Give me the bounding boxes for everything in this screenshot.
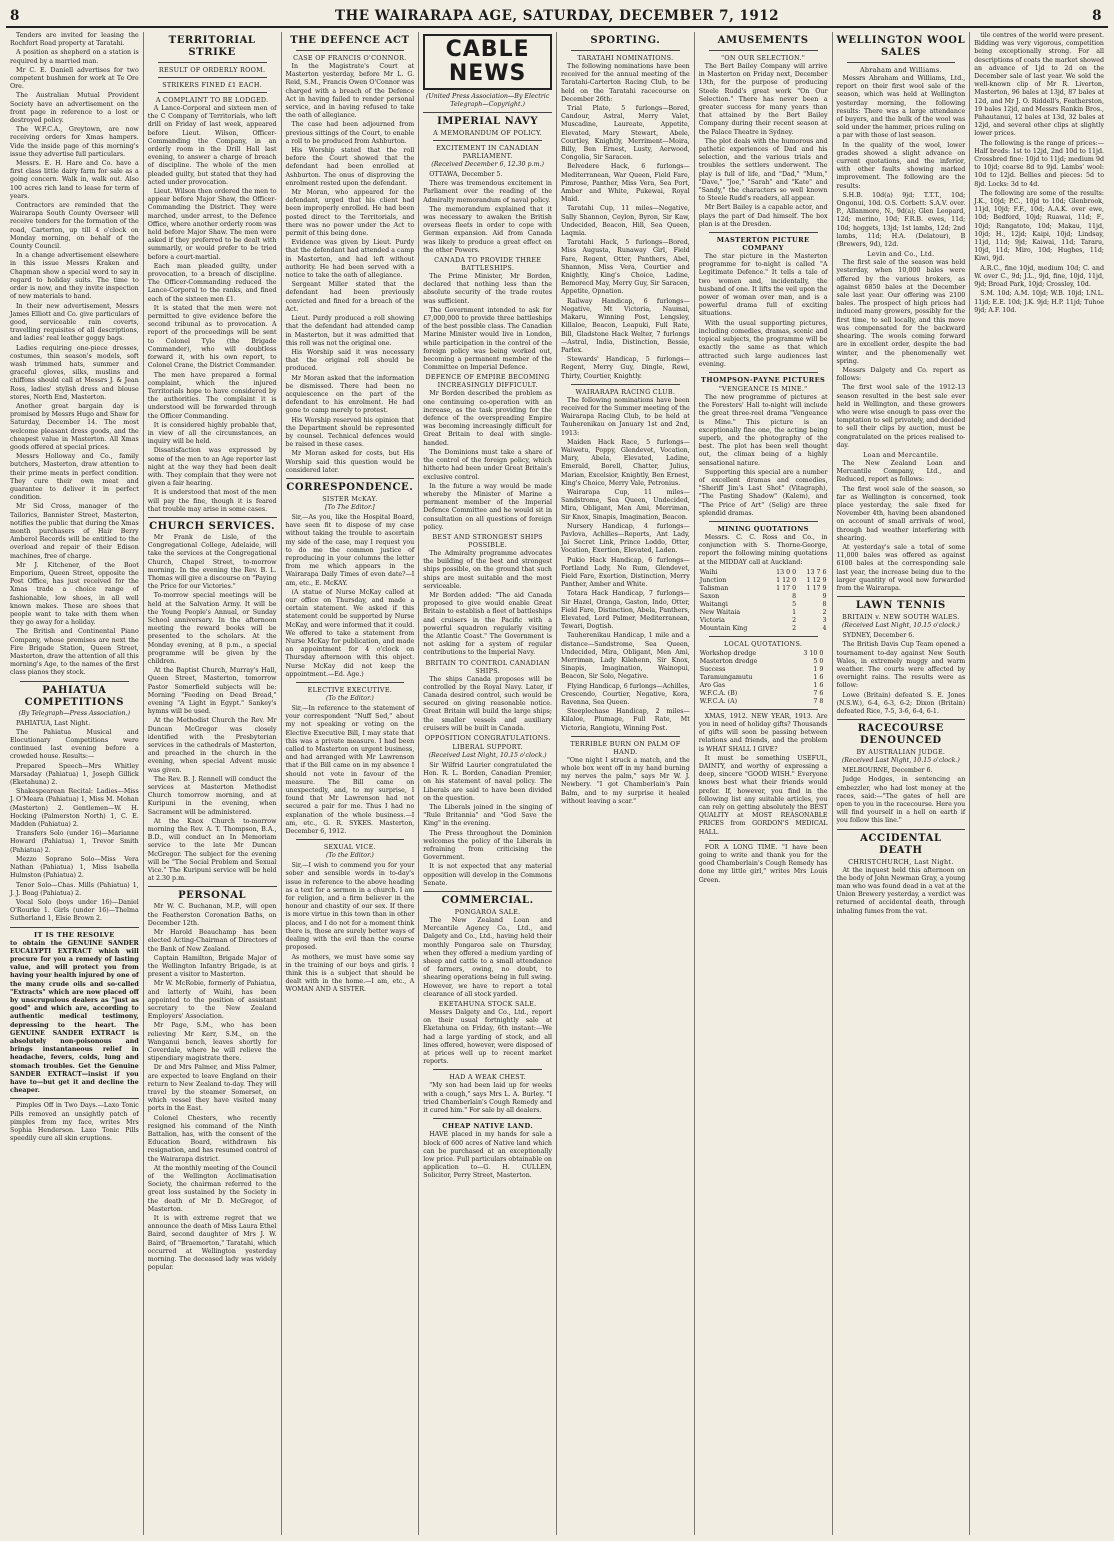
divider bbox=[158, 77, 267, 78]
paragraph: The Rev. B. J. Rennell will conduct the services at Masterton Methodist Church tomorrow morning, and at Kuripuni in the evening, when Sacrament will be administered. bbox=[147, 775, 277, 816]
paragraph: Messrs Holloway and Co., family butchers, Masterton, draw attention to their prime meats in perfect condition. They cure their own meat and guarantee to deliver it in perfect condition. bbox=[10, 453, 139, 502]
paragraph: Lowe (Britain) defeated S. E. Jones (N.S.W.), 6-4, 6-3, 6-2; Dixon (Britain) defeated Rice, 7-5, 3-6, 6-4, 6-1. bbox=[836, 691, 966, 716]
press-credit: (United Press Association—By Electric Telegraph—Copyright.) bbox=[425, 93, 550, 108]
paragraph: Mr Frank de Lisle, of the Congregational College, Adelaide, will take the services at the Congregational Church, Chapel Street, to-morrow morning. In the evening the Rev. B. L. Thomas will give a discourse on "Paying the Price for our Victories." bbox=[147, 533, 277, 591]
paragraph: Mr C. E. Daniell advertises for two competent bushmen for work at Te Ore Ore. bbox=[10, 66, 139, 91]
table-row bbox=[699, 666, 828, 674]
paragraph: The ships Canada proposes will be controlled by the Royal Navy. Later, if Canada desired control, such would be secured on giving reasonable notice. Great Britain will build the large ships; the smaller vessels and auxiliary cruisers will be built in Canada. bbox=[423, 675, 552, 732]
paragraph: Dr and Mrs Palmer, and Miss Palmer, are expected to leave England on their return to New Zealand to-day. They will travel by the steamer Somerset, on which vessel they have visited many ports in the East. bbox=[147, 1064, 277, 1113]
paragraph: Mr Moran asked for costs, but His Worship said this question would be considered later. bbox=[285, 450, 415, 474]
table-cell: Masterton dredge bbox=[699, 657, 758, 665]
table-cell: 3 bbox=[822, 616, 827, 624]
paragraph: Maiden Hack Race, 5 furlongs—Waiwetu, Poppy, Glendevet, Vocation, Mary, Abela, Elevated, Ladine, Emerald, Borell, Chatter, Julius, Marian, Excelsior, Knightly, Ben Ernest, King's Choice, Merry Vale, Petronius. bbox=[561, 438, 690, 487]
press-credit: (By Telegraph—Press Association.) bbox=[18, 709, 131, 717]
table-row bbox=[699, 569, 828, 577]
column-8 bbox=[970, 32, 1108, 1535]
table-row bbox=[699, 601, 828, 609]
table-row bbox=[699, 682, 828, 690]
table-cell: 2 bbox=[792, 624, 797, 632]
divider bbox=[433, 140, 542, 141]
paragraph: In their new advertisement, Messrs James Elliott and Co. give particulars of good, serviceable rain coverts, travelling requisites of all descriptions, and ladies' real leather goggy bags. bbox=[10, 302, 139, 343]
table-row bbox=[699, 698, 828, 706]
paragraph: The Bert Bailey Company will arrive in Masterton on Friday next, December 13th, for the purpose of producing Steele Rudd's great work "On Our Selection." There has never been a greater success for many years than that attained by the Bert Bailey Company during their recent season at the Palace Theatre in Sydney. bbox=[698, 63, 828, 136]
paragraph: (A statue of Nurse McKay called at our office on Thursday, and made a certain statement. We asked if this statement could be supported by Nurse McKay, and were informed that it could. We offered to take a statement from Nurse McKay for publication, and made an appointment for 4 o'clock on Thursday afternoon with this object. Nurse McKay did not keep the appointment.—Ed. Age.) bbox=[285, 588, 415, 678]
paragraph: The Press throughout the Dominion welcomes the policy of the Liberals in refraining from criticising the Government. bbox=[423, 829, 552, 862]
subheading: (To the Editor.) bbox=[325, 695, 374, 703]
page-number-right: 8 bbox=[1092, 8, 1102, 24]
headline-accidental-death: ACCIDENTAL DEATH bbox=[860, 832, 942, 856]
table-cell: 1 9 bbox=[813, 665, 824, 673]
subheading: ELECTIVE EXECUTIVE. bbox=[307, 686, 393, 695]
paragraph: At the inquest held this afternoon on the body of John Newman Gray, a young man who was found dead in a vat at the Union Brewery yesterday, a verdict was returned of accidental death, through inhaling fumes from the vat. bbox=[836, 866, 966, 915]
newspaper-page bbox=[6, 32, 1108, 1535]
paragraph: Belvedere Hack, 6 furlongs—Mediterranean, War Queen, Field Fare, Pimrose, Panther, Miss Vera, Sea Port, Amber and White, Pukewai, Royal Maid. bbox=[561, 163, 690, 204]
divider bbox=[709, 521, 818, 522]
divider bbox=[571, 384, 680, 385]
paragraph: Transfers Solo (under 16)—Marianne Howard (Pahiatua) 1, Trevor Smith (Pahiatua) 2. bbox=[10, 830, 139, 854]
subheading: (Received Last Night, 10.15 o'clock.) bbox=[428, 751, 547, 759]
divider bbox=[709, 50, 818, 51]
subheading: BRITAIN TO CONTROL CANADIAN SHIPS. bbox=[425, 658, 550, 675]
paragraph: The Pahiatua Musical and Elocutionary Competitions were continued last evening before a crowded house. Results:— bbox=[10, 728, 139, 761]
divider bbox=[296, 682, 405, 683]
page-number-left: 8 bbox=[10, 8, 20, 24]
paragraph: Pukio Hack Handicap, 6 furlongs—Portland Lady, No Rum, Glendevet, Field Fare, Exertion, Distinction, Merry Panther, Amber and White. bbox=[561, 556, 690, 589]
paragraph: Mr W. C. Buchanan, M.P., will open the Featherston Coronation Baths, on December 12th. bbox=[147, 903, 277, 927]
paragraph: Messrs Dalgety and Co. report as follows: bbox=[836, 366, 966, 383]
subheading: Loan and Mercantile. bbox=[863, 450, 939, 459]
paragraph: At the monthly meeting of the Council of the Wellington Acclimatisation Society, the chairman referred to the great loss sustained by the Society in the death of Mr D. McGregor, of Masterton. bbox=[147, 1164, 277, 1213]
divider bbox=[423, 112, 552, 113]
subheading: Abraham and Williams. bbox=[860, 66, 942, 74]
paragraph: Sergeant Miller stated that the defendant had been previously convicted and fined for a breach of the Act. bbox=[285, 281, 415, 313]
headline-correspondence: CORRESPONDENCE. bbox=[286, 481, 414, 493]
paragraph: PAHIATUA, Last Night. bbox=[16, 719, 91, 727]
table-cell: 8 bbox=[792, 592, 797, 600]
paragraph: Totara Hack Handicap, 7 furlongs—Sir Hazel, Oranga, Gaston, Indo, Otter, Field Fare, Distinction, Abela, Panthers, Elevated, Lord Palmer, Mediterranean, Tewari, Dogtish. bbox=[561, 590, 690, 631]
paragraph: The star picture in the Masterton programme for to-night is called "A Legitimate Defence." It tells a tale of two women and, incidentally, the husband of one. It lifts the veil upon the power of woman over man, and is a powerful drama full of exciting situations. bbox=[698, 253, 828, 318]
subheading: EKETAHUNA STOCK SALE. bbox=[438, 1000, 537, 1009]
paragraph: Trial Plate, 5 furlongs—Bored, Candour, Astral, Merry Valet, Muscadine, Laureate, Appetite, Elevated, Mary Stewart, Abele, Courtley, Knightly, Merriment—Moira, Billy, Ben Ernest, Lusty, Aerwood, Congolia, Sir Saracen. bbox=[561, 105, 690, 162]
subheading: RESULT OF ORDERLY ROOM. bbox=[158, 66, 266, 74]
table-cell: 1 17 0 bbox=[776, 584, 797, 592]
paragraph: In the future a way would be made whereby the Minister of Marine a permanent member of the Imperial Defence Committee and he would sit in consultation on all questions of foreign policy. bbox=[423, 482, 552, 531]
divider bbox=[148, 886, 277, 887]
subheading: OPPOSITION CONGRATULATIONS. bbox=[424, 733, 551, 742]
headline-lawn-tennis: LAWN TENNIS bbox=[855, 600, 946, 612]
paragraph: The Government intended to ask for £7,000,000 to provide three battleships of the best possible class. The Canadian Marine Minister would live in London, while participation in the control of the foreign policy was being worked out, becoming a permanent member of the Committee on Imperial Defence. bbox=[423, 306, 552, 372]
newspaper-title: THE WAIRARAPA AGE, SATURDAY, DECEMBER 7, 1912 bbox=[334, 8, 780, 24]
divider bbox=[20, 681, 129, 682]
table-cell: Saxon bbox=[699, 592, 720, 600]
subheading: EXCITEMENT IN CANADIAN PARLIAMENT. bbox=[436, 144, 540, 160]
paragraph: Mr Moran, who appeared for the defendant, urged that his client had been improperly enrolled. He had been posted direct to the Territorials, and there was no power under the Act to permit of this being done. bbox=[285, 189, 415, 238]
subheading: CHRISTCHURCH, Last Night. bbox=[848, 857, 954, 866]
divider bbox=[837, 719, 966, 720]
subheading: BEST AND STRONGEST SHIPS POSSIBLE. bbox=[432, 532, 543, 549]
headline-sporting: SPORTING. bbox=[590, 35, 661, 46]
paragraph: Colonel Chesters, who recently resigned his command of the Ninth Battalion, has, with the consent of the Education Board, withdrawn his resignation, and has resumed control of the Wairarapa district. bbox=[147, 1114, 277, 1163]
paragraph: At the Methodist Church the Rev. Mr Duncan McGregor was closely identified with the Presbyterian services in the cathedrals of Masterton, and preached in the church in the evening, when special Advent music was given. bbox=[147, 717, 277, 774]
paragraph: The W.F.C.A., Greytown, are now receiving orders for Xmas hampers. Vide the inside page of this morning's issue they advertise full particulars. bbox=[10, 126, 139, 158]
table-cell: Success bbox=[699, 665, 726, 673]
paragraph: To-morrow special meetings will be held at the Salvation Army. It will be the Young People's Annual, or Sunday School anniversary. In the afternoon meeting the reward books will be presented to the scholars. At the Monday evening, at 8 p.m., a special programme will be given by the children. bbox=[147, 592, 277, 665]
paragraph: Steeplechase Handicap, 2 miles—Kilaloe, Plumage, Full Rate, Mt Victoria, Rangiotu, Winning Post. bbox=[561, 708, 690, 732]
paragraph: Lieut. Wilson then ordered the men to appear before Major Shaw, the Officer-Commanding the District. They were marched, under arrest, to the Defence Office, where another orderly room was held before Major Shaw. The men were asked if they preferred to be dealt with summarily, or would prefer to be tried before a court-martial. bbox=[147, 188, 277, 261]
subheading: DEFENCE OF EMPIRE BECOMING INCREASINGLY DIFFICULT. bbox=[425, 373, 550, 390]
headline-racecourse: RACECOURSE DENOUNCED bbox=[857, 723, 944, 747]
table-cell: W.F.C.A. (B) bbox=[699, 689, 738, 697]
paragraph: Taratahi Hack, 5 furlongs—Bored, Miss Augusta, Runaway Girl, Field Fare, Regent, Otter, Panthers, Abel, Shannon, Miss Vera, Courtier and Knightly, King's Choice, Ladine, Bemorecd May, Merry Guy, Sir Saracen, Appetite, Opnation. bbox=[561, 239, 690, 296]
paragraph: Vocal Solo (boys under 16)—Daniel O'Rourke 1. Girls (under 16)—Thelma Sutherland 1, Elsie Brown 2. bbox=[10, 898, 139, 923]
column-5 bbox=[557, 32, 695, 1535]
paragraph: The men have prepared a formal complaint, which the injured Territorials hope to have considered by the authorities. The complaint it is understood will be forwarded through the Officer Commanding. bbox=[147, 371, 277, 420]
divider bbox=[847, 62, 956, 63]
paragraph: The case had been adjourned from previous sittings of the Court, to enable a roll to be produced from Ashburton. bbox=[285, 121, 415, 145]
divider bbox=[10, 1098, 139, 1099]
table-cell: Aro Gas bbox=[699, 681, 726, 689]
subheading: (Received December 6, 12.30 p.m.) bbox=[431, 161, 545, 168]
table-cell: 13 7 6 bbox=[806, 568, 827, 576]
paragraph: The New Zealand Loan and Mercantile Company, Ltd., and Reduced, report as follows: bbox=[836, 459, 966, 484]
table-row bbox=[699, 617, 828, 625]
table-row bbox=[699, 585, 828, 593]
masthead bbox=[6, 6, 1108, 28]
paragraph: "My son had been laid up for weeks with a cough," says Mrs L. A. Burley. "I tried Chamberlain's Cough Remedy and it cured him." For sale by all dealers. bbox=[423, 1082, 552, 1115]
table-cell: 9 bbox=[822, 592, 827, 600]
paragraph: Lieut. Purdy produced a roll showing that the defendant had attended camp in Masterton, but it was admitted that this roll was not the original one. bbox=[285, 315, 415, 347]
table-cell bbox=[824, 650, 827, 658]
headline-pahiatua: PAHIATUA COMPETITIONS bbox=[24, 684, 125, 708]
paragraph: Tenders are invited for leasing the Rochfort Road property at Taratahi. bbox=[10, 32, 139, 48]
subheading: [To The Editor.] bbox=[325, 503, 375, 511]
subheading: CASE OF FRANCIS O'CONNOR. bbox=[293, 54, 407, 62]
advert: XMAS, 1912. NEW YEAR, 1913. Are you in need of holiday gifts? Thousands of gifts will soon be passing between relations and friends, and the problem is WHAT SHALL I GIVE? bbox=[698, 712, 828, 753]
table-cell: Waitangi bbox=[699, 600, 728, 608]
column-4 bbox=[419, 32, 557, 1535]
paragraph: At the Knox Church to-morrow morning the Rev. A. T. Thompson, B.A., B.D., will conduct an In Memoriam service to the late Mr Duncan McGregor. The subject for the evening will be "The Social Problem and Sexual Vice." The Kuripuni service will be held at 2.30 p.m. bbox=[147, 817, 277, 883]
paragraph: Sir,—I wish to commend you for your sober and sensible words in to-day's issue in reference to the above heading as a text for a sermon in a church. I am for religion, and a firm believer in the honour and chastity of our sex. If there is more virtue in this town than in other places, and I do not for a moment think there is, those are surely better ways of dealing with the evil than the course proposed. bbox=[285, 862, 415, 952]
paragraph: Contractors are reminded that the Wairarapa South County Overseer will receive tenders for the formation of the road, Carterton, up till 4 o'clock on Monday morning, on behalf of the County Council. bbox=[10, 202, 139, 251]
paragraph: Mr Bert Bailey is a capable actor, and plays the part of Dad himself. The box plan is at the Dresden. bbox=[698, 204, 828, 228]
paragraph: Mr W. McRobie, formerly of Pahiatua, and latterly of Waihi, has been appointed to the position of assistant secretary to the New Zealand Employers' Association. bbox=[147, 980, 277, 1021]
local-quotations-table bbox=[699, 650, 828, 706]
table-cell bbox=[824, 698, 827, 706]
table-cell: 5 bbox=[792, 600, 797, 608]
divider bbox=[837, 829, 966, 830]
mining-quotations-table bbox=[699, 569, 828, 633]
advert-body: to obtain the GENUINE SANDER EUCALYPTI EXTRACT which will procure for you a remedy of lasting value, and will protect you from having your health injured by one of the many crude oils and so-called "Extracts" which are now placed off by unscrupulous dealers as "just as good" and which are, according to authentic medical testimony, depressing to the heart. The GENUINE SANDER EXTRACT is absolutely non-poisonous and brings instantaneous relief in headache, fevers, colds, lung and stomach troubles. Get the Genuine SANDER EXTRACT—insist if you have to—but get it and decline the cheaper. bbox=[10, 939, 139, 1095]
paragraph: Mr J. Kitchener, of the Boot Emporium, Queen Street, opposite the Post Office, has just received for the Xmas trade a choice range of fashionable, low shoes, in all well known makes. These are shoes that people want to take with them when they go away for a holiday. bbox=[10, 561, 139, 627]
paragraph: The plot deals with the humorous and pathetic experiences of Dad and his selection, and the various trials and troubles the settlers underwent. The play is full of life, and "Dad," "Mum," "Dave," "Joe," "Sarah" and "Kate" and "Sandy," the characters so well known to Steele Rudd's readers, all appear. bbox=[698, 137, 828, 203]
subheading: TERRIBLE BURN ON PALM OF HAND. bbox=[570, 739, 681, 756]
paragraph: Each man pleaded guilty, under provocation, to a breach of discipline. The Officer-Commanding reduced the Lance-Corporal to the ranks, and fined each of the sixteen men £1. bbox=[147, 262, 277, 303]
subheading: (Received Last Night, 10.15 o'clock.) bbox=[841, 622, 960, 630]
divider bbox=[286, 478, 415, 479]
table-cell: 2 bbox=[822, 608, 827, 616]
table-cell bbox=[824, 682, 827, 690]
paragraph: Tenor Solo—Chas. Mills (Pahiatua) 1, J. J. Boag (Pahiatua) 2. bbox=[10, 881, 139, 897]
divider bbox=[433, 1069, 542, 1070]
paragraph: FOR A LONG TIME. "I have been going to write and thank you for the good Chamberlain's Cough Remedy has done my little girl," writes Mrs Louis Green. bbox=[698, 843, 828, 884]
paragraph: With the usual supporting pictures, including comedies, dramas, scenic and topical subjects, the programme will be exactly the same as that which attracted such large audiences last evening. bbox=[698, 319, 828, 368]
paragraph: Wairarapa Cup, 11 miles—Sandstrome, Sea Queen, Undecided, Mira, Obligant, Men Ami, Merriman, Sir Knox, Sinapis, Imagination, Beacon. bbox=[561, 488, 690, 521]
table-cell bbox=[824, 690, 827, 698]
paragraph: It is not expected that any material opposition will develop in the Commons Senate. bbox=[423, 863, 552, 887]
subheading: THOMPSON-PAYNE PICTURES bbox=[701, 375, 826, 384]
headline-church-services: CHURCH SERVICES. bbox=[149, 520, 276, 532]
paragraph: As mothers, we must have some say in the training of our boys and girls. I think this is a subject that should be dealt with in the home.—I am, etc., A WOMAN AND A SISTER. bbox=[285, 953, 415, 994]
advert: It must be something USEFUL, DAINTY, and worthy of expressing a deep, sincere "GOOD WISH." Everyone knows best what their friends would prefer. If, however, you find in the following list any suitable articles, you can rely on getting absolutely the BEST QUALITY at MOST REASONABLE PRICES from GORDON'S MEDICAL HALL. bbox=[698, 754, 828, 836]
table-cell: 4 bbox=[822, 624, 827, 632]
paragraph: The British and Continental Piano Company, whose premises are next the Fire Brigade Station, Queen Street, Masterton, draw the attention of all this morning's Age, to the names of the first class pianos they stock. bbox=[10, 628, 139, 677]
subheading: TARATAHI NOMINATIONS. bbox=[577, 54, 674, 62]
divider bbox=[10, 927, 139, 928]
paragraph: The New Zealand Loan and Mercantile Agency Co., Ltd., and Dalgety and Co., Ltd., having held their monthly Pongaroa sale on Thursday, when they offered a medium yarding of sheep and cattle to a small attendance of farmers, owing, no doubt, to shearing operations being in full swing. However, we have to report a total clearance of all stock yarded. bbox=[423, 917, 552, 998]
paragraph: Sir Wilfrid Laurier congratulated the Hon. R. L. Borden, Canadian Premier, on his statement of naval policy. The Liberals are said to have been divided on the question. bbox=[423, 761, 552, 802]
paragraph: Mr Page, S.M., who has been relieving Mr Kerr, S.M., on the Wanganui bench, leaves shortly for Coverdale, where he will relieve the stipendiary magistrate there. bbox=[147, 1022, 277, 1063]
paragraph: Messrs. C. C. Ross and Co., in conjunction with S. Thorne-George, report the following mining quotations at the MIDDAY call at Auckland: bbox=[698, 533, 828, 566]
paragraph: Dissatisfaction was expressed by some of the men to an Age reporter last night at the way they had been dealt with. They complain that they were not given a fair hearing. bbox=[147, 447, 277, 488]
paragraph: Taratahi Cup, 11 miles—Negative, Sally Shannon, Ceylon, Byron, Sir Kaw, Undecided, Beacon, Hill, Sea Queen, Laqmia. bbox=[561, 205, 690, 238]
table-cell: 2 bbox=[792, 616, 797, 624]
paragraph: The following is the range of prices:—Half breds: 1st to 12jd, 2nd 10d to 11jd. Crossbred fine: 10jd to 11jd; medium 9d to 10jd; coarse 8d to 9jd. Lambs' wool: 10d to 12jd. Bellies and pieces: 5d to 8jd. Locks: 3d to 4d. bbox=[974, 139, 1104, 188]
paragraph: In the quality of the wool, lower grades showed a slight advance on current quotations, and the inferior, with other faults showing marked improvement. The following are the results: bbox=[836, 141, 966, 190]
paragraph: At yesterday's sale a total of some 11,000 bales was offered as against 6100 bales at the corresponding sale last year, the increase being due to the larger quantity of wool now forwarded from the Wairarapa. bbox=[836, 543, 966, 592]
paragraph: S.H.B. 10d(a) 9jd; T.T.T., 10d; Ongonui, 10d. O.S. Corbett: S.A.V. over. P., Allanmore, N., 9d(a); Glen Leopard, 12d; merino, 10d; F.R.B. ewes, 11d; 10d; hoggets, 13jd; 1st lambs, 12d; 2nd lambs, 11d; H.A. (Delatour), B (Brewers, 9d), 12d. bbox=[836, 191, 966, 249]
paragraph: The Liberals joined in the singing of "Rule Britannia" and "God Save the King" in the evening. bbox=[423, 804, 552, 828]
paragraph: Pimples Off in Two Days.—Laxo Tonic Pills removed an unsightly patch of pimples from my face, writes Mrs Sophia Henderson. Laxo Tonic Pills speedily cure all skin eruptions. bbox=[10, 1102, 139, 1143]
table-cell: 5 0 bbox=[813, 657, 824, 665]
paragraph: The following are some of the results: J.K., 10jd; P.C., 10jd to 10d; Glenbrook, 11jd, 10jd; F.F., 10d; A.A.K. over ewe, 10d; Bedford, 10jd; Ruawai, 11d; F., 10jd; Rangatoto, 10d; Makau, 11jd, 10jd; H., 12jd; Kaipi, 10jd; Lindsay, 11jd, 11d; 9jd; Kaiwai, 11d; Tararu, 10jd, 11d; Miro, 10d; Hughes, 11d; Kiwi, 9jd. bbox=[974, 189, 1104, 263]
paragraph: Evidence was given by Lieut. Purdy that the defendant had attended a camp in Masterton, and had left without authority. He had been served with a notice to take the oath of allegiance. bbox=[285, 239, 415, 280]
divider bbox=[158, 92, 267, 93]
paragraph: Railway Handicap, 6 furlongs—Negative, Mt Victoria, Naumai, Makaru, Winning Post, Lengsley, Killaloe, Beacon, Leapuki, Full Rate, Bill, Gladstone Hack Welter, 7 furlongs—Astral, India, Distinction, Bessie, Parlex. bbox=[561, 297, 690, 354]
divider bbox=[709, 372, 818, 373]
column-7 bbox=[833, 32, 971, 1535]
subheading: CHEAP NATIVE LAND. bbox=[442, 1122, 534, 1131]
cable-news-title: CABLE NEWS bbox=[445, 37, 530, 86]
table-cell: 1 17 9 bbox=[806, 584, 827, 592]
divider bbox=[837, 596, 966, 597]
subheading: STRIKERS FINED £1 EACH. bbox=[162, 81, 263, 89]
column-2 bbox=[144, 32, 282, 1535]
paragraph: The Admiralty programme advocates the building of the best and strongest ships possible, on the ground that such ships are most suitable and the most serviceable. bbox=[423, 549, 552, 590]
table-cell: Mountain King bbox=[699, 624, 748, 632]
paragraph: Mezzo Soprano Solo—Miss Vera Nathan (Pahiatua) 1, Miss Isabella Hulmston (Pahiatua) 2. bbox=[10, 855, 139, 880]
divider bbox=[148, 517, 277, 518]
subheading: BRITAIN v. NEW SOUTH WALES. bbox=[842, 613, 960, 622]
table-cell: 13 0 0 bbox=[776, 568, 797, 576]
subheading: SISTER McKAY. bbox=[322, 494, 378, 503]
paragraph: Captain Hamilton, Brigade Major of the Wellington Infantry Brigade, is at present a visitor to Masterton. bbox=[147, 954, 277, 979]
divider bbox=[709, 709, 818, 710]
subheading: MASTERTON PICTURE COMPANY bbox=[716, 236, 810, 253]
paragraph: Mr Harold Beauchamp has been elected Acting-Chairman of Directors of the Bank of New Zealand. bbox=[147, 929, 277, 953]
paragraph: It is with extreme regret that we announce the death of Miss Laura Ethel Baird, second daughter of Mrs J. W. Baird, of "Braemorton," Taratahi, which occurred at Wellington yesterday morning. The deceased lady was widely popular. bbox=[147, 1215, 277, 1272]
table-cell: 7 8 bbox=[813, 697, 824, 705]
table-cell bbox=[824, 666, 827, 674]
table-cell: 8 bbox=[822, 600, 827, 608]
headline-imperial-navy: IMPERIAL NAVY bbox=[437, 116, 539, 127]
paragraph: Supporting this special are a number of excellent dramas and comedies, "Sheriff Jim's Last Shot" (Vitagraph), "The Pasting Shadow" (Kalem), and "The Price of Art" (Selig) are three splendid dramas. bbox=[698, 468, 828, 517]
paragraph: S.M. 10d; A.M. 10jd; W.B. 10jd; I.N.L. 11jd; E.E. 10d; J.K. 9jd; H.P. 11jd; Tuhoe 9jd; A.F. 10d. bbox=[974, 290, 1104, 314]
dateline: OTTAWA, December 5. bbox=[429, 171, 503, 178]
paragraph: Messrs Dalgety and Co., Ltd., report on their usual fortnightly sale at Eketahuna on Friday, 6th instant:—We had a large yarding of stock, and all lines offered, however, were disposed of at prices well up to recent market reports. bbox=[423, 1009, 552, 1066]
divider bbox=[709, 232, 818, 233]
paragraph: It is considered highly probable that, in view of all the circumstances, an inquiry will be held. bbox=[147, 421, 277, 446]
paragraph: Ladies requiring one-piece dresses, costumes, thin season's models, soft wash trimmed hats, summer and graceful gloves, silks, muslins and chiffons should call at Messrs J. & Jean Ross, ladies' stylish dress and blouse stores, North End, Masterton. bbox=[10, 344, 139, 401]
divider bbox=[571, 736, 680, 737]
paragraph: Flying Handicap, 6 furlongs—Achilles, Crescendo, Courtier, Negative, Kora, Ravenna, Sea Queen. bbox=[561, 682, 690, 707]
table-cell: 1 6 bbox=[813, 681, 824, 689]
paragraph: Prepared Speech—Mrs Whitley Marsaday (Pahiatua) 1, Joseph Gillick (Eketahuna) 2. bbox=[10, 762, 139, 787]
subheading: (To the Editor.) bbox=[325, 852, 374, 860]
table-cell bbox=[824, 674, 827, 682]
table-cell: Victoria bbox=[699, 616, 725, 624]
table-cell: 7 6 bbox=[813, 689, 824, 697]
table-cell: Junction bbox=[699, 576, 727, 584]
paragraph: Judge Hodges, in sentencing an embezzler, who had lost money at the races, said:—"The gates of hell are open to you in the racecourse. Here you will find yourself in a hell on earth if you follow this line." bbox=[836, 776, 966, 825]
divider bbox=[423, 891, 552, 892]
headline-amusements: AMUSEMENTS bbox=[717, 35, 809, 46]
subheading: A COMPLAINT TO BE LODGED. bbox=[155, 96, 269, 104]
paragraph: The first sale of the season was held yesterday, when 10,000 bales were offered by the various brokers, as against 6850 bales at the December sale last year. Our offering was 2100 bales. The prospect of high prices had induced many growers, possibly for the first time, to sell locally, and this move was compensated for the backward shearing. The wools coming forward are in excellent order, despite the bad winter, and the phenomenally wet spring. bbox=[836, 259, 966, 365]
paragraph: A position as shepherd on a station is required by a married man. bbox=[10, 49, 139, 65]
table-row bbox=[699, 674, 828, 682]
paragraph: "One night I struck a match, and the whole box went off in my hand burning my nerves the palm," says Mr W. J. Newbery. "I got Chamberlain's Pain Balm, and to my surprise it healed without leaving a scar." bbox=[561, 756, 690, 805]
paragraph: Messrs. E. H. Hare and Co. have a first class little dairy farm for sale as a going concern. Walk in, walk out. Also 100 acres rich land to lease for term of years. bbox=[10, 160, 139, 200]
divider bbox=[709, 840, 818, 841]
paragraph: Tauherenikau Handicap, 1 mile and a distance—Sandstrome, Sea Queen, Undecided, Mira, Obligant, Men Ami, Merriman, Lady Kilehenn, Sir Knox, Sinapis, Imagination, Wainopui, Beacon, Sir Solo, Negative. bbox=[561, 632, 690, 681]
divider bbox=[709, 636, 818, 637]
table-cell: 1 12 9 bbox=[806, 576, 827, 584]
table-row bbox=[699, 625, 828, 633]
column-6 bbox=[695, 32, 833, 1535]
paragraph: Another great bargain day is promised by Messrs Hugo and Shaw for Saturday, December 14. The most welcome pleasant dress goods, and the cheapest value in Masterton. All Xmas goods offered at special prices. bbox=[10, 402, 139, 451]
subheading: SEXUAL VICE. bbox=[323, 843, 376, 852]
column-1 bbox=[6, 32, 144, 1535]
subheading: LOCAL QUOTATIONS. bbox=[724, 639, 803, 648]
headline-territorial-strike: TERRITORIAL STRIKE bbox=[168, 35, 256, 58]
subheading: "VENGEANCE IS MINE." bbox=[718, 384, 808, 393]
subheading: BY AUSTRALIAN JUDGE. bbox=[856, 748, 946, 757]
paragraph: His Worship reserved his opinion that the Department should be represented by counsel. Technical defences would be raised in these cases. bbox=[285, 416, 415, 449]
subheading: "ON OUR SELECTION." bbox=[721, 54, 806, 62]
table-row bbox=[699, 593, 828, 601]
subheading: A MEMORANDUM OF POLICY. bbox=[433, 129, 543, 137]
divider bbox=[158, 62, 267, 63]
paragraph: Stewards' Handicap, 5 furlongs—Regent, Merry Guy, Dingle, Rewi, Thirty, Courtier, Knightly. bbox=[561, 356, 690, 380]
dateline: SYDNEY, December 6. bbox=[842, 632, 915, 640]
subheading: PONGAROA SALE. bbox=[454, 908, 521, 917]
headline-commercial: COMMERCIAL. bbox=[441, 895, 534, 907]
table-cell: Workshop dredge bbox=[699, 649, 757, 657]
table-row bbox=[699, 577, 828, 585]
subheading: HAD A WEAK CHEST. bbox=[449, 1073, 526, 1082]
paragraph: The memorandum explained that it was necessary to awaken the British overseas fleets in order to cope with German expansion. Aid from Canada was likely to produce a great effect on the other Powers. bbox=[423, 205, 552, 254]
paragraph: tile centres of the world were present. Bidding was very vigorous, competition being exceptionally strong. For all descriptions of coats the market showed an advance of 1jd to 2d on the December sale of last year. We sold the well-known clip of Mr R. Liverton, Masterton, 96 bales at 13jd, 87 bales at 12d, and Mr J. O. Riddell's, Featherston, 19 bales 12jd, and Messrs Rankin Bros., Pahautanui, 12 bales at 13d, 32 bales at 12jd, and several other clips at slightly lower prices. bbox=[974, 32, 1104, 138]
table-cell: 1 12 0 bbox=[776, 576, 797, 584]
column-3 bbox=[282, 32, 420, 1535]
paragraph: Shakespearean Recital: Ladies—Miss J. O'Meara (Pahiatua) 1, Miss M. Mohan (Masterton) 2. Gentlemen—W. H. Hocking (Palmerston North) 1, C. E. Madden (Pahiatua) 2. bbox=[10, 788, 139, 829]
table-cell: 1 6 bbox=[813, 673, 824, 681]
paragraph: The Prime Minister, Mr Borden, declared that nothing less than the absolute security of the trade routes was sufficient. bbox=[423, 273, 552, 305]
table-cell: W.F.C.A. (A) bbox=[699, 697, 738, 705]
paragraph: HAVE placed in my hands for sale a block of 600 acres of Native land which can be purchased at an exceptionally low price. Full particulars obtainable on application to—G. H. CULLEN, Solicitor, Perry Street, Masterton. bbox=[423, 1131, 552, 1180]
divider bbox=[296, 839, 405, 840]
paragraph: The British Davis Cup Team opened a tournament to-day against New South Wales, in extremely muggy and warm weather. The courts were affected by overnight rains. The results were as follow: bbox=[836, 641, 966, 690]
headline-personal: PERSONAL bbox=[178, 890, 247, 902]
headline-defence-act: THE DEFENCE ACT bbox=[290, 35, 410, 46]
table-cell: Waihi bbox=[699, 568, 718, 576]
subheading: MINING QUOTATIONS bbox=[717, 524, 809, 533]
paragraph: The new programme of pictures at the Foresters' Hall to-night will include the great three-reel drama "Vengeance is Mine." This picture is an exceptionally fine one, the acting being superb, and the photography of the best. The plot has been well thought out, the climax being of a highly sensational nature. bbox=[698, 393, 828, 467]
subheading: Levin and Co., Ltd. bbox=[867, 250, 935, 259]
advert-title: IT IS THE RESOLVE bbox=[34, 930, 115, 939]
subheading: WAIRARAPA RACING CLUB. bbox=[575, 387, 676, 396]
paragraph: Nursery Handicap, 4 furlongs—Pavlova, Achilles—Reports, Ant Lady, Jai Secret Link, Prince Loddo, Otter, Vocation, Exertion, Elevated, Laden. bbox=[561, 522, 690, 555]
table-cell: 3 10 0 bbox=[803, 649, 824, 657]
paragraph: In the Magistrate's Court at Masterton yesterday, before Mr L. G. Reid, S.M., Francis Owen O'Connor was charged with a breach of the Defence Act in having failed to render personal service, and in having refused to take the oath of allegiance. bbox=[285, 63, 415, 120]
table-cell: New Waitaia bbox=[699, 608, 741, 616]
paragraph: Mr Borden described the problem as one continuing co-operation with an increase, as the task providing for the defence of the overspreading Empire was becoming increasingly difficult for Great Britain to deal with single-handed. bbox=[423, 390, 552, 447]
subheading: (Received Last Night, 10.15 o'clock.) bbox=[841, 757, 960, 765]
cable-news-banner bbox=[423, 34, 552, 90]
headline-wool-sales: WELLINGTON WOOL SALES bbox=[836, 35, 966, 58]
dateline: MELBOURNE, December 6. bbox=[842, 767, 933, 775]
divider bbox=[296, 50, 405, 51]
table-row bbox=[699, 690, 828, 698]
table-cell: Talisman bbox=[699, 584, 729, 592]
paragraph: His Worship said it was necessary that the original roll should be produced. bbox=[285, 348, 415, 373]
divider bbox=[571, 50, 680, 51]
paragraph: The Dominions must take a share of the control of the foreign policy, which hitherto had been under Great Britain's exclusive control. bbox=[423, 448, 552, 481]
paragraph: In a change advertisement elsewhere in this issue Messrs Kraken and Chapman show a special word to say in regard to holiday suits. The time to order is now, and they invite inspection of new materials to hand. bbox=[10, 252, 139, 301]
paragraph: There was tremendous excitement in Parliament over the reading of the Admiralty memorandum of naval policy. bbox=[423, 180, 552, 204]
paragraph: Mr Sid Cross, manager of the Tailorics, Bannister Street, Masterton, notifies the public that during the Xmas month purchasers of Hair Berry Amberol Records will be entitled to the overload and repair of their Edison machines, free of charge. bbox=[10, 503, 139, 560]
table-cell: 1 bbox=[792, 608, 797, 616]
paragraph: Messrs Abraham and Williams, Ltd., report on their first wool sale of the season, which was held at Wellington yesterday morning, the following results: There was a large attendance of buyers, and the bulk of the wool was sold under the hammer, prices ruling on a par with those of last season. bbox=[836, 75, 966, 140]
paragraph: Sir,—In reference to the statement of your correspondent "Nuff Sed," about my not speaking or voting on the Elective Executive Bill, I may state that this was a private measure. I had been called to Masterton on urgent business, and had arranged with Mr Lawrenson that if the Bill came on in my absence I should not vote in favour of the measure. The Bill came on unexpectedly, and, to my surprise, I found that Mr Lawrenson had not secured a pair for me. Thus I had no explanation of the whole business.—I am, etc., G. R. SYKES. Masterton, December 6, 1912. bbox=[285, 705, 415, 836]
divider bbox=[433, 1118, 542, 1119]
paragraph: The following nominations have been received for the annual meeting of the Taratahi-Carterton Racing Club, to be held on the Taratahi racecourse on December 26th: bbox=[561, 63, 690, 103]
paragraph: Mr Moran asked that the information be dismissed. There had been no acquiescence on the part of the defendant to his enrolment. He had gone to camp merely to protest. bbox=[285, 374, 415, 415]
table-row bbox=[699, 609, 828, 617]
table-cell bbox=[824, 658, 827, 666]
paragraph: A.R.C., fine 10jd, medium 10d; C. and W. over C., 9d; J.L., 9jd, fine, 10jd, 11jd, 9jd; Broad Park, 10jd; Crossley, 10d. bbox=[974, 264, 1104, 289]
paragraph: The following nominations have been received for the Summer meeting of the Wairarapa Racing Club, to be held at Tauherenikau on January 1st and 2nd, 1913: bbox=[561, 396, 690, 437]
table-row bbox=[699, 658, 828, 666]
paragraph: It is understood that most of the men will pay the fine, though it is feared that trouble may arise in some cases. bbox=[147, 489, 277, 513]
paragraph: Sir,—As you, like the Hospital Board, have seen fit to dispose of my case without taking the trouble to ascertain my side of the case, may I request you to do me the common justice of reproducing in your columns the letter from me which appears in the Wairarapa Daily Times of even date?—I am, etc., E. McKAY. bbox=[285, 513, 415, 587]
paragraph: A Lance-Corporal and sixteen men of the C Company of Territorials, who left drill on Friday of last week, appeared before Lieut. Wilson, Officer-Commanding the Company, in an orderly room in the Drill Hall last evening, to answer a charge of breach of discipline. The whole of the men pleaded guilty, but stated that they had acted under provocation. bbox=[147, 105, 277, 186]
table-row bbox=[699, 650, 828, 658]
paragraph: His Worship stated that the roll before the Court showed that the defendant had been enrolled at Ashburton. The onus of disproving the enrolment rested upon the defendant. bbox=[285, 147, 415, 187]
subheading: CANADA TO PROVIDE THREE BATTLESHIPS. bbox=[434, 256, 542, 273]
paragraph: The first wool sale of the 1912-13 season resulted in the best sale ever held in Wellington, and these growers who were wise enough to pass over the temptation to sell privately, and decided to sell their clips by auction, must be congratulated on the prices realised to-day. bbox=[836, 384, 966, 449]
paragraph: Mr Borden added: "The aid Canada proposed to give would enable Great Britain to establish a fleet of battleships and cruisers in the Pacific with a powerful squadron regularly visiting the Atlantic Coast." The Government is not asking for a system of regular contributions to the Imperial Navy. bbox=[423, 591, 552, 657]
paragraph: The Australian Mutual Provident Society have an advertisement on the front page in reference to a lost or destroyed policy. bbox=[10, 92, 139, 125]
table-cell: Taramungamutu bbox=[699, 673, 753, 681]
paragraph: It is stated that the men were not permitted to give evidence before the second tribunal as to provocation. A report of the proceedings will be sent to Colonel Tyle (the Brigade Commander), who will doubtless forward it, with his own report, to Colonel Crane, the District Commander. bbox=[147, 304, 277, 370]
paragraph: At the Baptist Church, Murray's Hall, Queen Street, Masterton, tomorrow Pastor Somerfield subjects will be: Morning "Feeding on Dead Bread," evening "A Light in Egypt." Sankey's hymns will be used. bbox=[147, 667, 277, 716]
subheading: LIBERAL SUPPORT. bbox=[452, 742, 523, 751]
paragraph: The first wool sale of the season, so far as Wellington is concerned, took place yesterday, the sale fixed for November 4th, having been abandoned on account of small arrivals of wool, through bad weather interfering with shearing. bbox=[836, 485, 966, 542]
